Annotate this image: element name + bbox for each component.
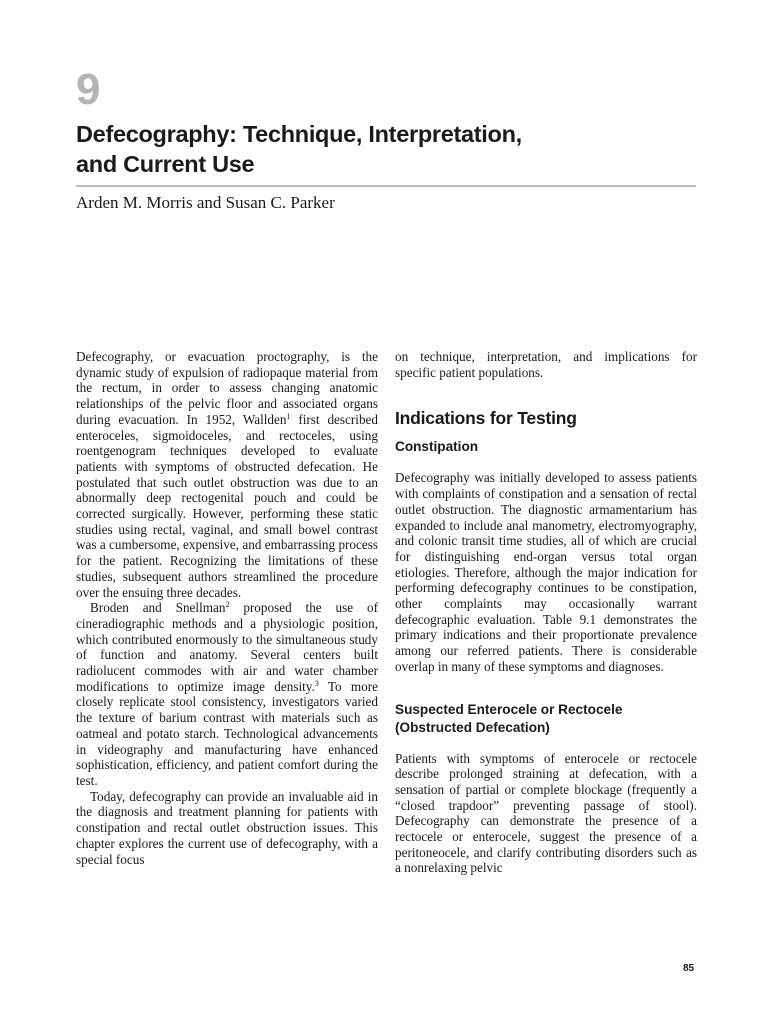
section-heading-indications: Indications for Testing: [395, 408, 577, 429]
chapter-number: 9: [76, 65, 101, 114]
intro-paragraph-continued: on technique, interpretation, and implications for specific patient populations.: [395, 349, 697, 380]
reference-marker: 3: [314, 678, 319, 688]
subsection-heading-line-2: (Obstructed Defecation): [395, 719, 550, 735]
subsection-heading-line-1: Suspected Enterocele or Rectocele: [395, 701, 623, 717]
chapter-title: [76, 119, 716, 179]
intro-paragraph-2-part-a: Broden and Snellman: [90, 600, 226, 616]
chapter-title-line-1: Defecography: Technique, Interpretation,: [76, 121, 522, 147]
chapter-title-line-2: and Current Use: [76, 151, 255, 177]
intro-paragraph-1-part-a: Defecography, or evacuation proctography, is the dynamic study of expulsion of radiopaque material from the rectum, in order to assess changing anatomic relationships of the pelvic floor and associated organs during evacuation. In 1952, Wallden: [76, 349, 378, 427]
intro-paragraph-2-part-c: To more closely replicate stool consistency, investigators varied the texture of barium contrast with materials such as oatmeal and potato starch. Technological advancements in videography and manufacturing have enhanced sophistication, efficiency, and patient comfort during the test.: [76, 678, 378, 788]
reference-marker: 2: [225, 600, 230, 610]
subsection-heading-suspected-enterocele: [395, 701, 697, 737]
reference-marker: 1: [286, 411, 291, 421]
intro-paragraph-1-part-b: first described enteroceles, sigmoidoceles, and rectoceles, using roentgenogram techniques developed to evaluate patients with symptoms of obstructed defecation. He postulated that such outlet obstruction was due to an abnormally deep rectogenital pouch and could be corrected surgically. However, performing these static studies using rectal, vaginal, and small bowel contrast was a cumbersome, expensive, and embarrassing process for the patient. Recognizing the limitations of these studies, subsequent authors streamlined the procedure over the ensuing three decades.: [76, 411, 378, 600]
intro-paragraph-2: [76, 600, 378, 788]
intro-paragraph-3: Today, defecography can provide an invaluable aid in the diagnosis and treatment planning for patients with constipation and rectal outlet obstruction issues. This chapter explores the current use of defecography, with a special focus: [76, 788, 378, 867]
intro-paragraph-2-part-b: proposed the use of cineradiographic methods and a physiologic position, which contributed enormously to the simultaneous study of function and anatomy. Several centers built radiolucent commodes with air and water chamber modifications to optimize image density.: [76, 600, 378, 694]
chapter-authors: Arden M. Morris and Susan C. Parker: [76, 193, 335, 212]
intro-paragraph-1: [76, 349, 378, 600]
page-number: 85: [683, 963, 695, 974]
right-text-column: [395, 349, 697, 876]
constipation-paragraph: Defecography was initially developed to assess patients with complaints of constipation and a sensation of rectal outlet obstruction. The diagnostic armamentarium has expanded to include anal manometry, electromyography, and colonic transit time studies, all of which are crucial for distinguishing end-organ versus total organ etiologies. Therefore, although the major indication for performing defecography continues to be constipation, other complaints may occasionally warrant defecographic evaluation. Table 9.1 demonstrates the primary indications and their proportionate prevalence among our referred patients. There is considerable overlap in many of these symptoms and diagnoses.: [395, 470, 697, 674]
title-divider: [76, 185, 696, 187]
subsection-heading-constipation: Constipation: [395, 439, 479, 455]
left-text-column: [76, 349, 378, 867]
suspected-enterocele-paragraph: Patients with symptoms of enterocele or rectocele describe prolonged straining at defecation, with a sensation of partial or complete blockage (frequently a “closed trapdoor” preventing passage of stool). Defecography can demonstrate the presence of a rectocele or enterocele, suggest the presence of a peritoneocele, and clarify contributing disorders such as a nonrelaxing pelvic: [395, 750, 697, 876]
